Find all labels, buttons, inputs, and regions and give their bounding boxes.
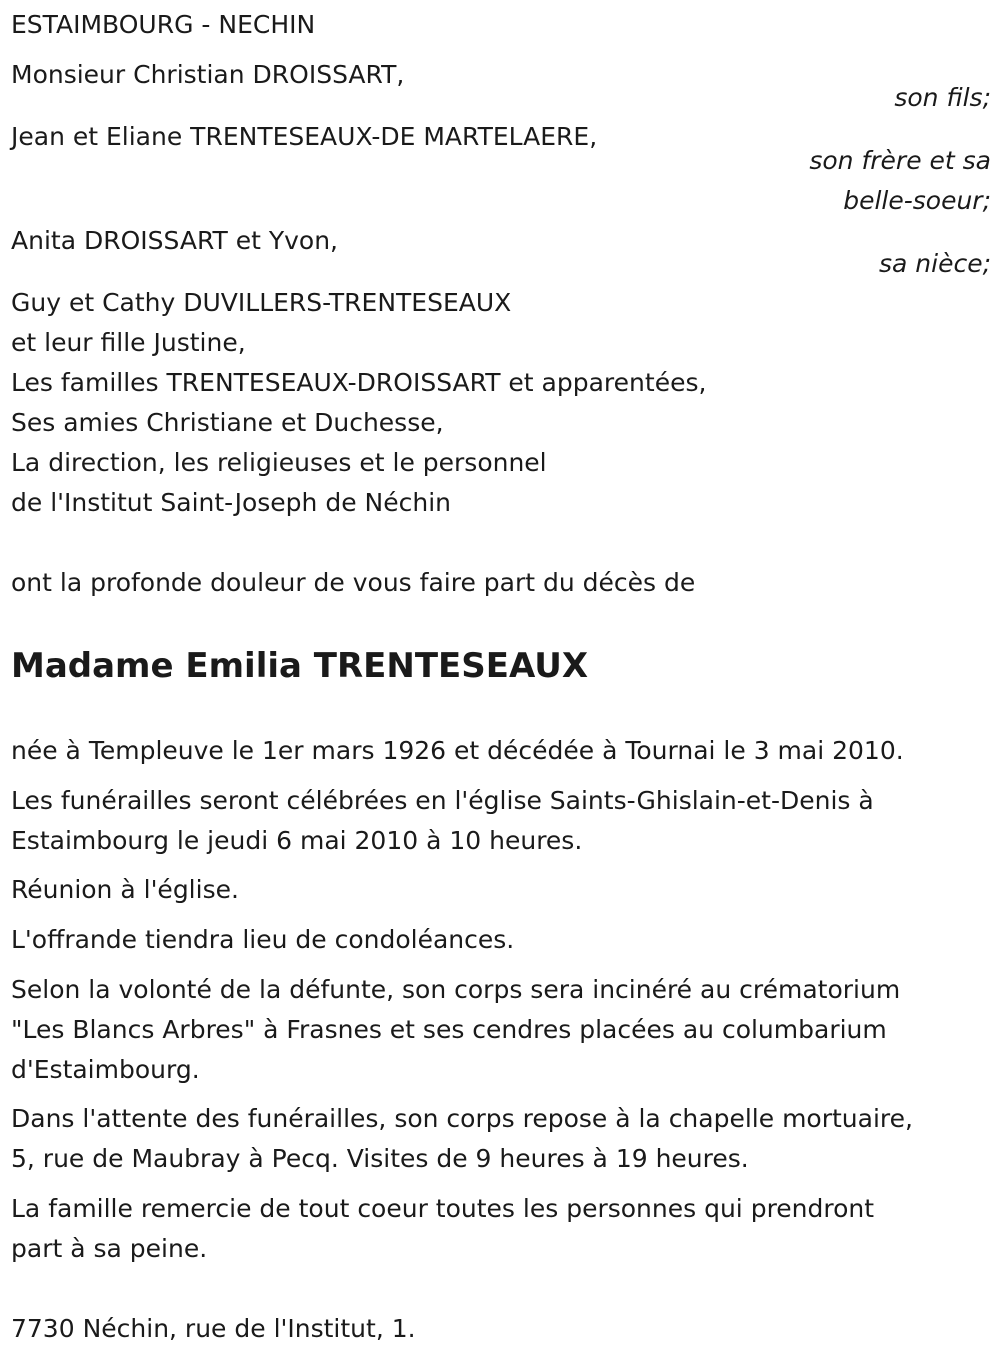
detail-line: part à sa peine.	[11, 1234, 208, 1263]
mourner-line: et leur fille Justine,	[11, 328, 246, 357]
location-heading: ESTAIMBOURG - NECHIN	[11, 10, 316, 39]
detail-line: Estaimbourg le jeudi 6 mai 2010 à 10 heures.	[11, 826, 583, 855]
family-member-role: sa nièce;	[878, 249, 991, 278]
detail-line: 5, rue de Maubray à Pecq. Visites de 9 heures à 19 heures.	[11, 1144, 749, 1173]
mourner-line: La direction, les religieuses et le personnel	[11, 448, 547, 477]
detail-line: Dans l'attente des funérailles, son corps repose à la chapelle mortuaire,	[11, 1104, 913, 1133]
mourner-line: Guy et Cathy DUVILLERS-TRENTESEAUX	[11, 288, 512, 317]
family-member-role: son fils;	[894, 83, 991, 112]
detail-line: "Les Blancs Arbres" à Frasnes et ses cendres placées au columbarium	[11, 1015, 887, 1044]
mourner-line: Les familles TRENTESEAUX-DROISSART et apparentées,	[11, 368, 707, 397]
detail-line: La famille remercie de tout coeur toutes les personnes qui prendront	[11, 1194, 875, 1223]
detail-line: L'offrande tiendra lieu de condoléances.	[11, 925, 515, 954]
family-member-name: Anita DROISSART et Yvon,	[11, 226, 338, 255]
family-member-role: son frère et sa	[809, 146, 991, 175]
detail-line: Selon la volonté de la défunte, son corps sera incinéré au crématorium	[11, 975, 901, 1004]
deceased-name: Madame Emilia TRENTESEAUX	[11, 646, 589, 686]
detail-line: née à Templeuve le 1er mars 1926 et décédée à Tournai le 3 mai 2010.	[11, 736, 904, 765]
family-member-role: belle-soeur;	[843, 186, 991, 215]
announcement-text: ont la profonde douleur de vous faire part du décès de	[11, 568, 696, 597]
detail-line: Réunion à l'église.	[11, 875, 239, 904]
mourner-line: Ses amies Christiane et Duchesse,	[11, 408, 444, 437]
address-line: 7730 Néchin, rue de l'Institut, 1.	[11, 1314, 416, 1343]
detail-line: d'Estaimbourg.	[11, 1055, 200, 1084]
family-member-name: Jean et Eliane TRENTESEAUX-DE MARTELAERE,	[11, 122, 598, 151]
family-member-name: Monsieur Christian DROISSART,	[11, 60, 405, 89]
mourner-line: de l'Institut Saint-Joseph de Néchin	[11, 488, 451, 517]
detail-line: Les funérailles seront célébrées en l'église Saints-Ghislain-et-Denis à	[11, 786, 874, 815]
